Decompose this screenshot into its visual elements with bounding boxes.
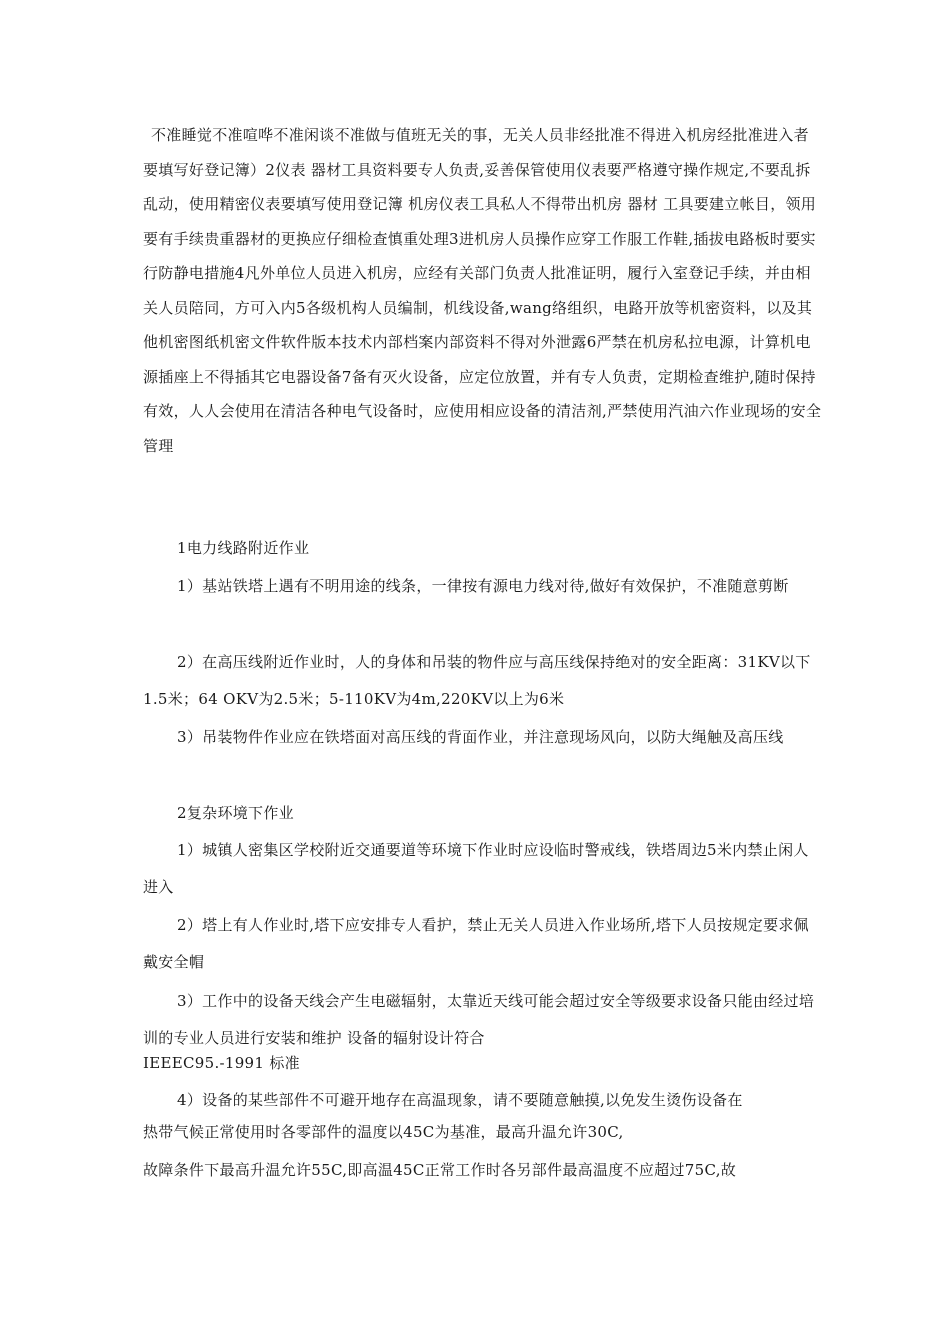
section-1-item-1: 1）基站铁塔上遇有不明用途的线条，一律按有源电力线对待,做好有效保护，不准随意剪断 bbox=[177, 577, 789, 595]
section-2-item-3: 3）工作中的设备天线会产生电磁辐射，太靠近天线可能会超过安全等级要求设备只能由经过培训的专业人员进行安装和维护 设备的辐射设计符合 bbox=[143, 992, 815, 1047]
section-2-heading: 2复杂环境下作业 bbox=[177, 804, 294, 822]
section-2-item-1: 1）城镇人密集区学校附近交通要道等环境下作业时应设临时警戒线，铁塔周边5米内禁止闲人进入 bbox=[143, 841, 809, 896]
section-2-item-2: 2）塔上有人作业时,塔下应安排专人看护，禁止无关人员进入作业场所,塔下人员按规定要求佩戴安全帽 bbox=[143, 916, 809, 971]
section-1-item-2: 2）在高压线附近作业时，人的身体和吊装的物件应与高压线保持绝对的安全距离：31KV以下1.5米；64 OKV为2.5米；5-110KV为4m,220KV以上为6米 bbox=[143, 653, 811, 708]
section-2-item-4: 4）设备的某些部件不可避开地存在高温现象，请不要随意触摸,以免发生烫伤设备在 bbox=[177, 1091, 743, 1109]
section-2-item-3-standard: IEEEC95.-1991 标准 bbox=[143, 1054, 300, 1072]
section-1-heading: 1电力线路附近作业 bbox=[177, 539, 310, 557]
section-2-item-4-line-3: 故障条件下最高升温允许55C,即高温45C正常工作时各另部件最高温度不应超过75C,故 bbox=[143, 1161, 737, 1179]
section-2-item-4-line-2: 热带气候正常使用时各零部件的温度以45C为基准，最高升温允许30C, bbox=[143, 1123, 624, 1141]
intro-paragraph: 不准睡觉不准喧哗不准闲谈不准做与值班无关的事，无关人员非经批准不得进入机房经批准进入者要填写好登记簿）2仪表 器材工具资料要专人负责,妥善保管使用仪表要严格遵守操作规定,不要乱拆乱动，使用精密仪表要填写使用登记簿 机房仪表工具私人不得带出机房 器材 工具要建立帐目，领用要有手续贵重器材的更换应仔细检查慎重处理3进机房人员操作应穿工作服工作鞋,插拔电路板时要实行防静电措施4凡外单位人员进入机房，应经有关部门负责人批准证明，履行入室登记手续，并由相关人员陪同，方可入内5各级机构人员编制，机线设备,wang络组织，电路开放等机密资料，以及其他机密图纸机密文件软件版本技术内部档案内部资料不得对外泄露6严禁在机房私拉电源，计算机电源插座上不得插其它电器设备7备有灭火设备，应定位放置，并有专人负责，定期检查维护,随时保持有效，人人会使用在清洁各种电气设备时，应使用相应设备的清洁剂,严禁使用汽油六作业现场的安全管理 bbox=[143, 126, 822, 455]
section-1-item-3: 3）吊装物件作业应在铁塔面对高压线的背面作业，并注意现场风向，以防大绳触及高压线 bbox=[177, 728, 784, 746]
